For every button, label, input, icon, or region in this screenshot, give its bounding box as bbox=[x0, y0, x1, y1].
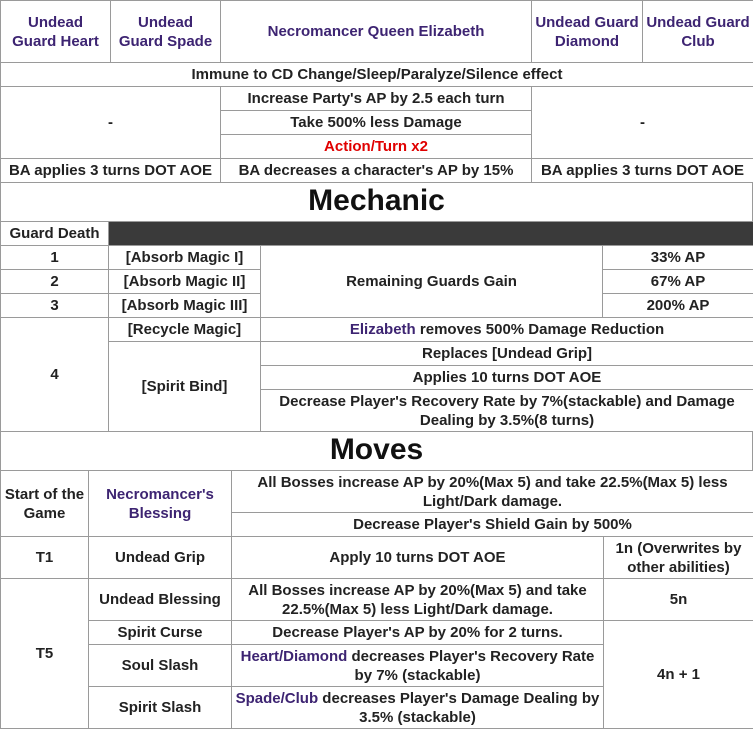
spirit-slash-effect bbox=[232, 687, 604, 729]
recycle-skill: [Recycle Magic] bbox=[109, 318, 261, 342]
recycle-effect bbox=[261, 318, 753, 342]
death-number: 1 bbox=[1, 246, 109, 270]
ba-middle: BA decreases a character's AP by 15% bbox=[221, 159, 532, 183]
remaining-guards-gain: Remaining Guards Gain bbox=[261, 246, 603, 318]
death-number: 3 bbox=[1, 294, 109, 318]
immune-text: Immune to CD Change/Sleep/Paralyze/Silence effect bbox=[1, 63, 753, 87]
absorb-skill: [Absorb Magic II] bbox=[109, 270, 261, 294]
grip-cooldown: 1n (Overwrites by other abilities) bbox=[604, 537, 753, 579]
move-spirit-curse: Spirit Curse bbox=[89, 621, 232, 645]
right-dash: - bbox=[532, 87, 753, 159]
soul-slash-targets: Heart/Diamond bbox=[240, 647, 348, 665]
queen-trait-damage: Take 500% less Damage bbox=[221, 111, 532, 135]
spirit-slash-text: decreases Player's Damage Dealing by 3.5% (stackable) bbox=[318, 689, 600, 726]
boss-diamond: Undead Guard Diamond bbox=[532, 1, 643, 63]
soul-slash-text: decreases Player's Recovery Rate by 7% (stackable) bbox=[347, 647, 595, 684]
elizabeth-name: Elizabeth bbox=[349, 321, 416, 338]
boss-queen: Necromancer Queen Elizabeth bbox=[221, 1, 532, 63]
ap-gain: 67% AP bbox=[603, 270, 753, 294]
shield-effect: Decrease Player's Shield Gain by 500% bbox=[232, 513, 753, 537]
boss-heart: Undead Guard Heart bbox=[1, 1, 111, 63]
bind-effect-dot: Applies 10 turns DOT AOE bbox=[261, 366, 753, 390]
ba-left: BA applies 3 turns DOT AOE bbox=[1, 159, 221, 183]
recycle-effect-text: removes 500% Damage Reduction bbox=[415, 321, 665, 338]
header-bar bbox=[109, 222, 753, 246]
soul-slash-effect bbox=[232, 645, 604, 687]
moves-heading: Moves bbox=[0, 432, 753, 470]
move-undead-blessing: Undead Blessing bbox=[89, 579, 232, 621]
grip-effect: Apply 10 turns DOT AOE bbox=[232, 537, 604, 579]
boss-club: Undead Guard Club bbox=[643, 1, 753, 63]
move-undead-grip: Undead Grip bbox=[89, 537, 232, 579]
undead-blessing-effect: All Bosses increase AP by 20%(Max 5) and take 22.5%(Max 5) less Light/Dark damage. bbox=[232, 579, 604, 621]
blessing-effect: All Bosses increase AP by 20%(Max 5) and take 22.5%(Max 5) less Light/Dark damage. bbox=[232, 471, 753, 513]
start-label: Start of the Game bbox=[1, 471, 89, 537]
ap-gain: 33% AP bbox=[603, 246, 753, 270]
queen-trait-action: Action/Turn x2 bbox=[221, 135, 532, 159]
death-number: 2 bbox=[1, 270, 109, 294]
bind-effect-replace: Replaces [Undead Grip] bbox=[261, 342, 753, 366]
move-necromancers-blessing: Necromancer's Blessing bbox=[89, 471, 232, 537]
queen-trait-ap: Increase Party's AP by 2.5 each turn bbox=[221, 87, 532, 111]
spirit-bind-skill: [Spirit Bind] bbox=[109, 342, 261, 432]
absorb-skill: [Absorb Magic III] bbox=[109, 294, 261, 318]
t1-label: T1 bbox=[1, 537, 89, 579]
death-number: 4 bbox=[1, 318, 109, 432]
guard-death-header: Guard Death bbox=[1, 222, 109, 246]
mechanic-table bbox=[0, 221, 753, 432]
move-spirit-slash: Spirit Slash bbox=[89, 687, 232, 729]
ba-right: BA applies 3 turns DOT AOE bbox=[532, 159, 753, 183]
spirit-curse-effect: Decrease Player's AP by 20% for 2 turns. bbox=[232, 621, 604, 645]
spirit-slash-targets: Spade/Club bbox=[235, 689, 319, 707]
undead-blessing-cooldown: 5n bbox=[604, 579, 753, 621]
absorb-skill: [Absorb Magic I] bbox=[109, 246, 261, 270]
ap-gain: 200% AP bbox=[603, 294, 753, 318]
left-dash: - bbox=[1, 87, 221, 159]
mechanic-heading: Mechanic bbox=[0, 183, 753, 221]
slash-cooldown: 4n + 1 bbox=[604, 621, 753, 729]
move-soul-slash: Soul Slash bbox=[89, 645, 232, 687]
boss-table bbox=[0, 0, 753, 183]
t5-label: T5 bbox=[1, 579, 89, 729]
bind-effect-debuff: Decrease Player's Recovery Rate by 7%(stackable) and Damage Dealing by 3.5%(8 turns) bbox=[261, 390, 753, 432]
moves-table bbox=[0, 470, 753, 729]
boss-spade: Undead Guard Spade bbox=[111, 1, 221, 63]
